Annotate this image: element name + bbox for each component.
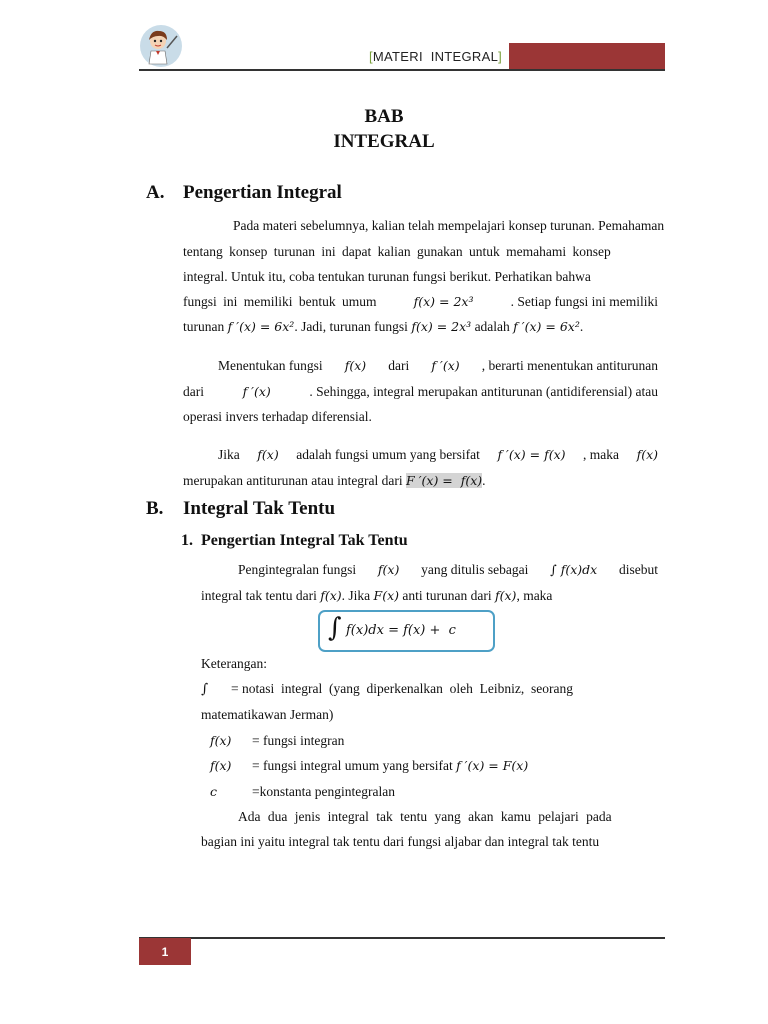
paragraph-text: merupakan antiturunan atau integral dari: [183, 473, 403, 488]
header-logo: [139, 24, 183, 68]
chapter-label: BAB: [364, 106, 404, 127]
paragraph-text: Ada dua jenis integral tak tentu yang akan kamu pelajari pada: [238, 809, 612, 824]
paragraph-text: , berarti menentukan antiturunan: [481, 358, 658, 373]
paragraph-line: integral. Untuk itu, coba tentukan turunan fungsi berikut. Perhatikan bahwa: [183, 269, 591, 284]
paragraph-text: integral tak tentu dari: [201, 588, 317, 603]
paragraph-text: dari: [388, 358, 410, 373]
section-b-letter: B.: [146, 498, 164, 519]
header-accent-bar: [509, 43, 665, 70]
math-expression: f(x) = 2x³: [413, 294, 474, 309]
paragraph-line: [183, 473, 486, 489]
integral-sign: ∫: [328, 613, 342, 643]
chapter-title: INTEGRAL: [333, 131, 435, 152]
paragraph-text: .: [482, 473, 486, 488]
math-expression: f(x): [636, 447, 658, 462]
paragraph-text: . Setiap fungsi ini memiliki: [510, 294, 658, 309]
header-title: [369, 49, 502, 64]
legend-description: = fungsi integran: [252, 733, 345, 748]
paragraph-text: Jika: [218, 447, 240, 462]
math-expression: f ′(x) = F(x): [456, 758, 529, 773]
section-b-title: Integral Tak Tentu: [183, 498, 336, 519]
header-title-text: MATERI INTEGRAL: [372, 49, 499, 64]
subsection-title: Pengertian Integral Tak Tentu: [201, 532, 408, 549]
math-expression: F(x): [373, 588, 400, 603]
paragraph-text: yang ditulis sebagai: [421, 562, 529, 577]
paragraph-line: [183, 384, 658, 400]
teacher-logo-icon: [139, 24, 183, 68]
paragraph-text: tentang konsep turunan ini dapat kalian gunakan untuk memahami konsep: [183, 244, 611, 259]
section-a-letter: A.: [146, 182, 165, 203]
legend-symbol: c: [210, 784, 218, 799]
paragraph-line: [238, 809, 658, 825]
paragraph-line: [201, 588, 552, 604]
legend-description: = notasi integral (yang diperkenalkan oleh Leibniz, seorang: [231, 681, 574, 696]
legend-text: [231, 681, 658, 697]
math-expression: f ′(x) = 6x²: [513, 319, 580, 334]
math-expression: f(x): [495, 588, 517, 603]
paragraph-text: . Jika: [341, 588, 371, 603]
paragraph-line: [183, 244, 658, 260]
legend-text-continued: matematikawan Jerman): [201, 707, 334, 722]
paragraph-text: Menentukan fungsi: [218, 358, 323, 373]
legend-symbol: f(x): [210, 733, 232, 748]
paragraph-line: Pada materi sebelumnya, kalian telah mempelajari konsep turunan. Pemahaman: [233, 218, 665, 233]
legend-description: [252, 758, 528, 774]
paragraph-text: . Jadi, turunan fungsi: [294, 319, 408, 334]
formula-expression: f(x)dx = f(x) + c: [346, 623, 456, 638]
math-expression: f ′(x): [431, 358, 460, 373]
math-expression: f(x) = 2x³: [411, 319, 472, 334]
header-bracket-open: [: [369, 49, 373, 64]
paragraph-text: turunan: [183, 319, 225, 334]
legend-description: =konstanta pengintegralan: [252, 784, 395, 799]
math-expression: ∫ f(x)dx: [550, 562, 598, 577]
header-rule: [139, 69, 665, 71]
section-a-title: Pengertian Integral: [183, 182, 342, 203]
paragraph-text: anti turunan dari: [402, 588, 492, 603]
math-expression: f(x): [320, 588, 342, 603]
paragraph-text: dari: [183, 384, 204, 399]
paragraph-line: [183, 294, 658, 310]
math-expression: f(x): [377, 562, 400, 577]
math-expression: f(x): [257, 447, 279, 462]
paragraph-line: [183, 319, 663, 335]
legend-symbol: f(x): [210, 758, 232, 773]
paragraph-line: [218, 447, 658, 463]
paragraph-line: [218, 358, 658, 374]
paragraph-text: Pengintegralan fungsi: [238, 562, 357, 577]
paragraph-line: operasi invers terhadap diferensial.: [183, 409, 372, 424]
paragraph-text: . Sehingga, integral merupakan antiturunan (antidiferensial) atau: [309, 384, 658, 399]
paragraph-line: bagian ini yaitu integral tak tentu dari fungsi aljabar dan integral tak tentu: [201, 834, 600, 849]
paragraph-text: .: [579, 319, 584, 334]
keterangan-label: Keterangan:: [201, 656, 267, 671]
paragraph-text: , maka: [583, 447, 620, 462]
formula-box: [318, 610, 495, 652]
legend-description-text: = fungsi integral umum yang bersifat: [252, 758, 453, 773]
page-number: 1: [139, 938, 191, 965]
paragraph-text: disebut: [619, 562, 658, 577]
footer-rule: [139, 937, 665, 939]
paragraph-text: adalah: [474, 319, 510, 334]
highlighted-math-expression: F ′(x) = f(x): [406, 473, 483, 488]
paragraph-line: [238, 562, 658, 578]
math-expression: f(x): [344, 358, 367, 373]
header-bracket-close: ]: [498, 49, 503, 64]
math-expression: f ′(x) = f(x): [497, 447, 566, 462]
paragraph-text: fungsi ini memiliki bentuk umum: [183, 294, 377, 309]
subsection-number: 1.: [181, 532, 193, 549]
paragraph-text: adalah fungsi umum yang bersifat: [296, 447, 480, 462]
legend-symbol: ∫: [201, 681, 209, 697]
math-expression: f ′(x): [242, 384, 271, 399]
math-expression: f ′(x) = 6x²: [227, 319, 295, 334]
paragraph-text: , maka: [516, 588, 553, 603]
